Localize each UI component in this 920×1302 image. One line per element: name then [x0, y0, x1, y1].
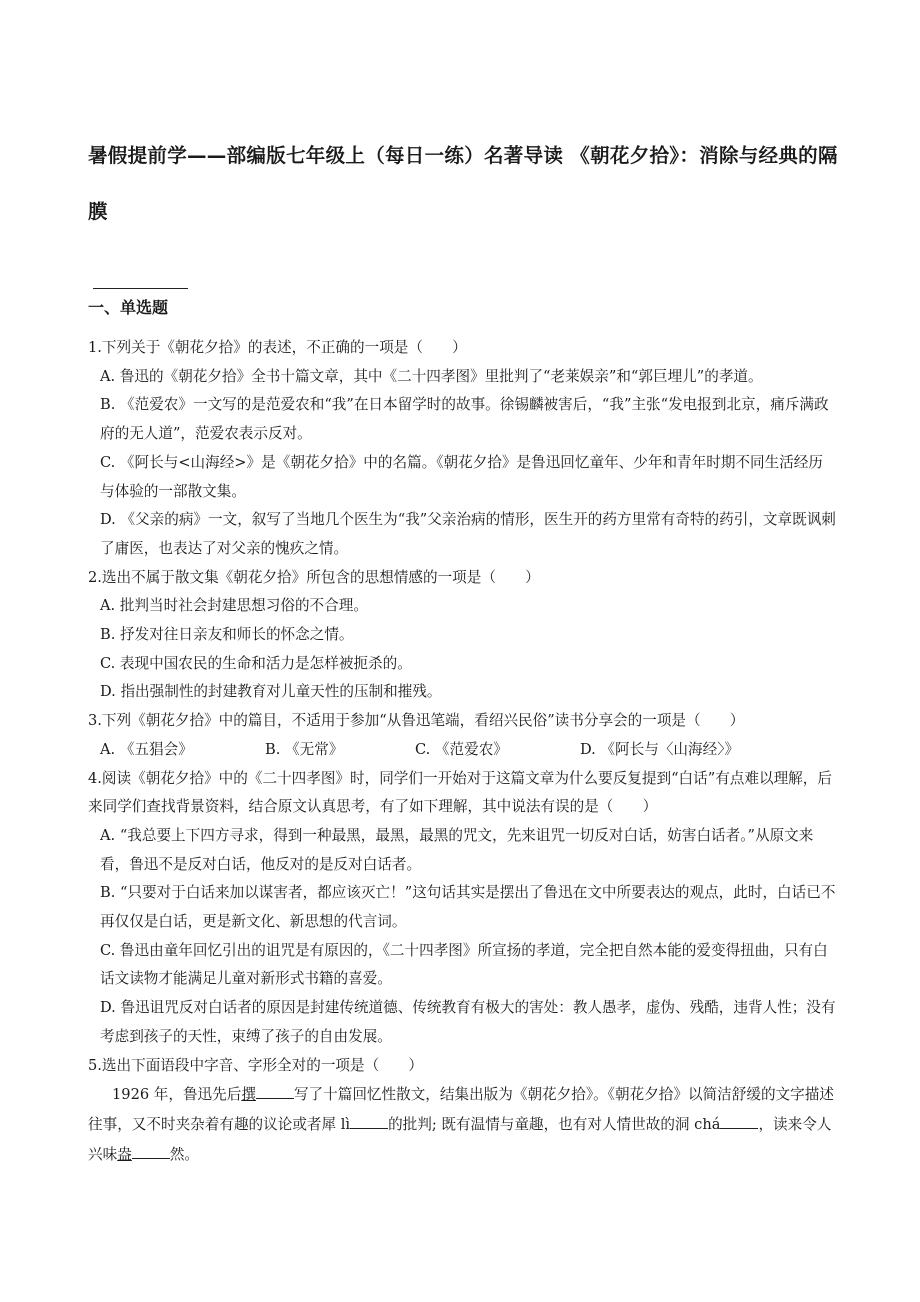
passage-text-1: 1926 年，鲁迅先后 [112, 1086, 242, 1104]
question-3-option-a: A. 《五猖会》 [100, 740, 193, 758]
passage-word-1: 撰 [241, 1086, 256, 1104]
question-1-stem: 1.下列关于《朝花夕拾》的表述，不正确的一项是（ ） [88, 339, 467, 356]
question-1-option-d: D. 《父亲的病》一文，叙写了当地几个医生为“我”父亲治病的情形，医生开的药方里常有奇特的药引，文章既讽刺了庸医，也表达了对父亲的愧疚之情。 [100, 511, 836, 557]
question-3-option-b: B. 《无常》 [265, 740, 344, 758]
question-4-option-d: D. 鲁迅诅咒反对白话者的原因是封建传统道德、传统教育有极大的害处：教人愚孝，虚伪、残酷，违背人性；没有考虑到孩子的天性，束缚了孩子的自由发展。 [100, 999, 836, 1045]
question-1-option-c: C. 《阿长与<山海经>》是《朝花夕拾》中的名篇。《朝花夕拾》是鲁迅回忆童年、少年和青年时期不同生活经历与体验的一部散文集。 [100, 453, 823, 500]
passage-text-3: 的批判; 既有温情与童趣，也有对人情世故的洞 chá [388, 1116, 721, 1134]
page-title: 暑假提前学——部编版七年级上（每日一练）名著导读 《朝花夕拾》：消除与经典的隔膜 [88, 144, 838, 223]
question-1-option-b: B. 《范爱农》一文写的是范爱农和“我”在日本留学时的故事。徐锡麟被害后，“我”主张“发电报到北京，痛斥满政府的无人道”，范爱农表示反对。 [100, 396, 829, 443]
question-3-option-d: D. 《阿长与〈山海经〉》 [580, 740, 740, 758]
section-heading: 一、单选题 [88, 298, 169, 317]
question-5-passage [88, 1080, 836, 1170]
fill-blank-4 [132, 1144, 170, 1159]
question-list [88, 334, 836, 1170]
passage-word-2: 盎 [117, 1146, 132, 1164]
passage-text-4: ，读来令人兴味 [88, 1116, 832, 1164]
question-2-option-b: B. 抒发对往日亲友和师长的怀念之情。 [100, 626, 354, 644]
question-1-option-a: A. 鲁迅的《朝花夕拾》全书十篇文章，其中《二十四孝图》里批判了“老莱娱亲”和“郭巨埋儿”的孝道。 [100, 367, 763, 385]
fill-blank-2 [350, 1114, 388, 1129]
passage-text-2: 写了十篇回忆性散文，结集出版为《朝花夕拾》。《朝花夕拾》以简洁舒缓的文字描述往事，又不时夹杂着有趣的议论或者犀 lì [88, 1086, 834, 1134]
question-3-option-c: C. 《范爱农》 [415, 740, 508, 758]
question-2-option-d: D. 指出强制性的封建教育对儿童天性的压制和摧残。 [100, 683, 442, 701]
question-2-option-c: C. 表现中国农民的生命和活力是怎样被扼杀的。 [100, 654, 412, 672]
passage-text-5: 然。 [169, 1146, 200, 1164]
question-3-stem: 3.下列《朝花夕拾》中的篇目，不适用于参加“从鲁迅笔端，看绍兴民俗”读书分享会的一项是（ ） [88, 712, 745, 730]
question-4-option-c: C. 鲁迅由童年回忆引出的诅咒是有原因的，《二十四孝图》所宣扬的孝道，完全把自然本能的爱变得扭曲，只有白话文读物才能满足儿童对新形式书籍的喜爱。 [100, 941, 828, 988]
question-4-stem: 4.阅读《朝花夕拾》中的《二十四孝图》时，同学们一开始对于这篇文章为什么要反复提到“白话”有点难以理解，后来同学们查找背景资料，结合原文认真思考，有了如下理解，其中说法有误的是（ ） [88, 769, 832, 816]
question-4-option-b: B. “只要对于白话来加以谋害者，都应该灭亡！”这句话其实是摆出了鲁迅在文中所要表达的观点，此时，白话已不再仅仅是白话，更是新文化、新思想的代言词。 [100, 884, 836, 931]
question-4-option-a: A. “我总要上下四方寻求，得到一种最黑，最黑，最黑的咒文，先来诅咒一切反对白话，妨害白话者。”从原文来看，鲁迅不是反对白话，他反对的是反对白话者。 [100, 826, 814, 873]
question-5-stem: 5.选出下面语段中字音、字形全对的一项是（ ） [88, 1056, 423, 1074]
section-divider [93, 288, 188, 289]
question-3-options [88, 736, 836, 765]
question-2-stem: 2.选出不属于散文集《朝花夕拾》所包含的思想情感的一项是（ ） [88, 568, 540, 586]
fill-blank-1 [256, 1084, 294, 1099]
fill-blank-3 [720, 1114, 758, 1129]
question-2-option-a: A. 批判当时社会封建思想习俗的不合理。 [100, 597, 368, 615]
